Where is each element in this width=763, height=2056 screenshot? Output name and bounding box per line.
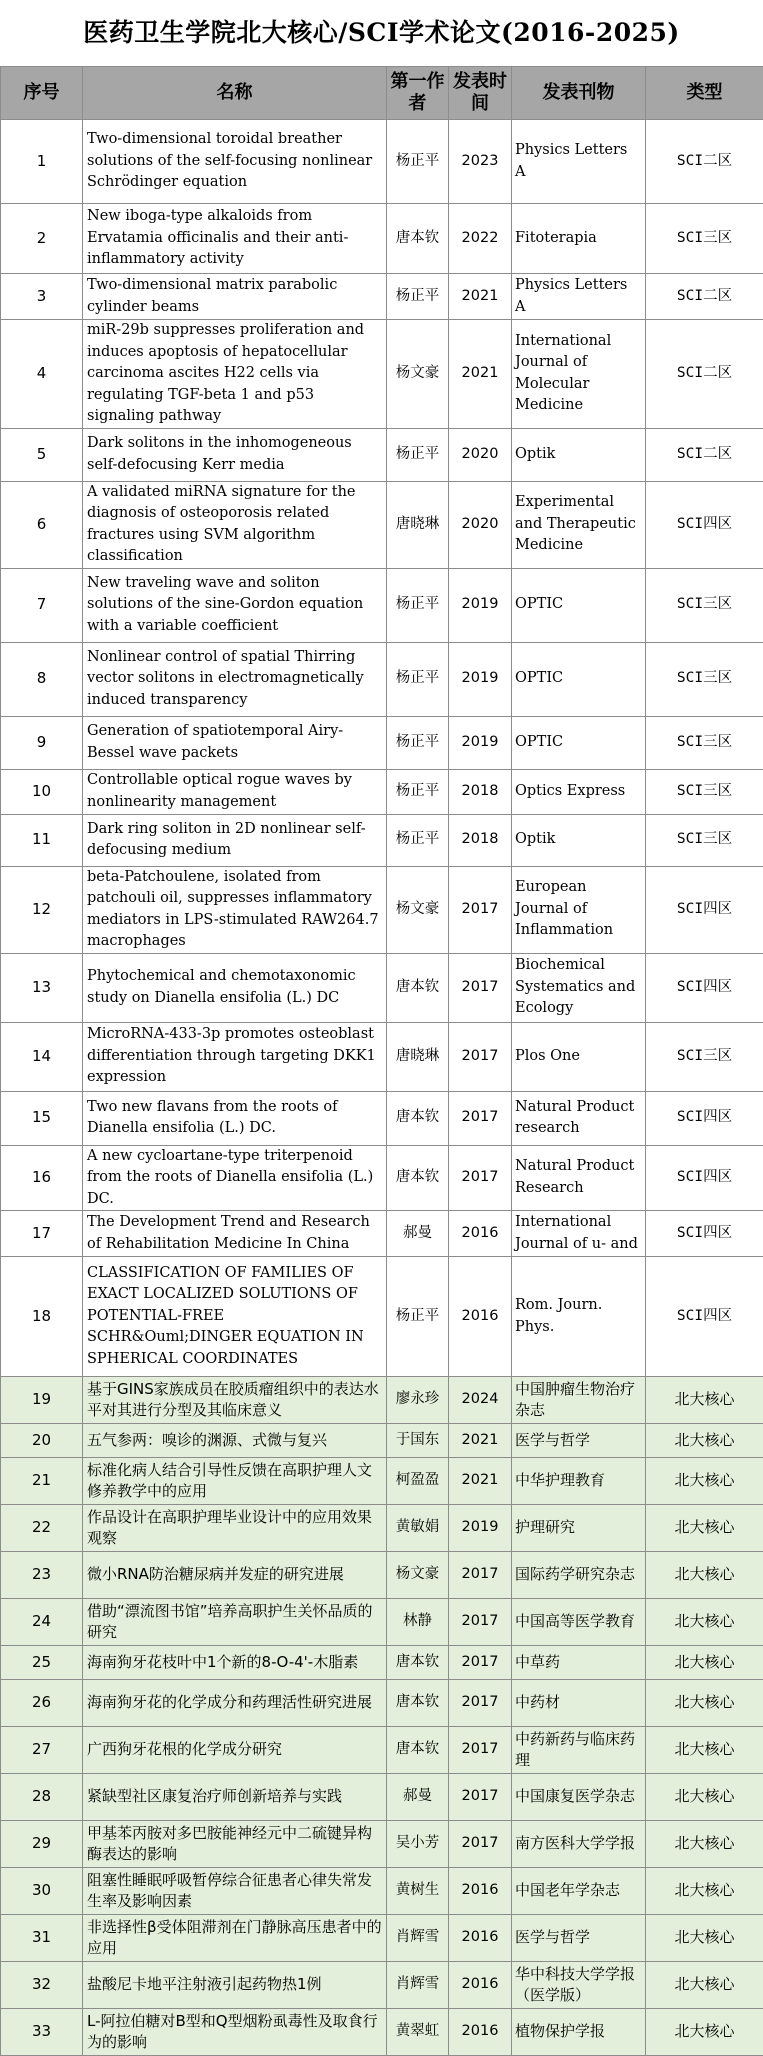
row-journal: Natural Product Research [512,1145,646,1211]
table-header-row [1,67,763,120]
row-author: 唐本钦 [387,1646,449,1680]
row-seq: 22 [1,1505,83,1552]
row-title: 甲基苯丙胺对多巴胺能神经元中二硫键异构酶表达的影响 [83,1821,387,1868]
row-title: Controllable optical rogue waves by nonlinearity management [83,769,387,814]
row-author: 黄翠虹 [387,2009,449,2056]
row-title: The Development Trend and Research of Rehabilitation Medicine In China [83,1211,387,1257]
row-author: 杨正平 [387,120,449,204]
row-author: 柯盈盈 [387,1458,449,1505]
row-type: SCI二区 [646,274,763,320]
row-type: 北大核心 [646,1458,763,1505]
row-year: 2017 [449,953,512,1022]
table-row [1,2009,763,2056]
row-author: 唐本钦 [387,1145,449,1211]
row-type: 北大核心 [646,1915,763,1962]
row-year: 2018 [449,769,512,814]
table-row [1,1257,763,1377]
row-year: 2017 [449,1821,512,1868]
row-year: 2024 [449,1377,512,1424]
row-title: Generation of spatiotemporal Airy-Bessel wave packets [83,716,387,769]
row-year: 2016 [449,1257,512,1377]
row-seq: 21 [1,1458,83,1505]
row-author: 肖辉雪 [387,1915,449,1962]
row-seq: 23 [1,1552,83,1599]
row-type: SCI三区 [646,642,763,716]
row-title: Nonlinear control of spatial Thirring vector solitons in electromagnetically induced transparency [83,642,387,716]
row-year: 2017 [449,1091,512,1145]
table-row [1,1821,763,1868]
row-author: 唐本钦 [387,953,449,1022]
row-year: 2017 [449,1727,512,1774]
row-seq: 28 [1,1774,83,1821]
row-title: 盐酸尼卡地平注射液引起药物热1例 [83,1962,387,2009]
row-year: 2016 [449,2009,512,2056]
row-year: 2016 [449,1962,512,2009]
row-year: 2017 [449,866,512,953]
table-row [1,1868,763,1915]
row-author: 杨文豪 [387,866,449,953]
row-year: 2020 [449,481,512,568]
row-year: 2019 [449,1505,512,1552]
table-row [1,1552,763,1599]
row-journal: Fitoterapia [512,204,646,274]
row-seq: 24 [1,1599,83,1646]
row-author: 杨正平 [387,716,449,769]
row-author: 黄敏娟 [387,1505,449,1552]
row-year: 2017 [449,1145,512,1211]
row-title: 非选择性β受体阻滞剂在门静脉高压患者中的应用 [83,1915,387,1962]
row-title: New iboga-type alkaloids from Ervatamia officinalis and their anti-inflammatory activity [83,204,387,274]
table-body [1,120,763,2056]
table-row [1,953,763,1022]
row-journal: Rom. Journ. Phys. [512,1257,646,1377]
row-author: 唐本钦 [387,1680,449,1727]
row-seq: 8 [1,642,83,716]
header-author: 第一作者 [387,67,449,120]
table-row [1,1211,763,1257]
row-journal: 中国高等医学教育 [512,1599,646,1646]
row-author: 廖永珍 [387,1377,449,1424]
row-title: New traveling wave and soliton solutions of the sine-Gordon equation with a variable coefficient [83,568,387,642]
table-row [1,1377,763,1424]
row-type: 北大核心 [646,1505,763,1552]
table-row [1,1599,763,1646]
row-title: 作品设计在高职护理毕业设计中的应用效果观察 [83,1505,387,1552]
row-type: 北大核心 [646,1377,763,1424]
row-title: Two-dimensional toroidal breather solutions of the self-focusing nonlinear Schrödinger equation [83,120,387,204]
row-author: 杨正平 [387,769,449,814]
row-title: CLASSIFICATION OF FAMILIES OF EXACT LOCALIZED SOLUTIONS OF POTENTIAL-FREE SCHR&Ouml;DINGER EQUATION IN SPHERICAL COORDINATES [83,1257,387,1377]
row-type: SCI三区 [646,814,763,866]
row-title: miR-29b suppresses proliferation and induces apoptosis of hepatocellular carcinoma ascites H22 cells via regulating TGF-beta 1 and p53 signaling pathway [83,320,387,429]
table-row [1,1680,763,1727]
row-author: 杨正平 [387,274,449,320]
row-year: 2021 [449,1458,512,1505]
table-row [1,1505,763,1552]
row-type: 北大核心 [646,2009,763,2056]
table-row [1,1727,763,1774]
row-type: SCI三区 [646,204,763,274]
row-journal: 医学与哲学 [512,1424,646,1458]
row-type: SCI三区 [646,769,763,814]
row-type: SCI二区 [646,120,763,204]
row-title: 微小RNA防治糖尿病并发症的研究进展 [83,1552,387,1599]
table-row [1,274,763,320]
row-year: 2023 [449,120,512,204]
row-seq: 1 [1,120,83,204]
row-type: SCI三区 [646,1022,763,1091]
row-year: 2019 [449,642,512,716]
row-type: 北大核心 [646,1552,763,1599]
row-seq: 26 [1,1680,83,1727]
row-year: 2017 [449,1774,512,1821]
row-year: 2016 [449,1211,512,1257]
row-journal: Plos One [512,1022,646,1091]
table-row [1,1646,763,1680]
table-row [1,320,763,429]
row-type: 北大核心 [646,1962,763,2009]
row-seq: 3 [1,274,83,320]
row-journal: 中药材 [512,1680,646,1727]
row-author: 黄树生 [387,1868,449,1915]
row-author: 杨正平 [387,814,449,866]
row-title: Two new flavans from the roots of Dianella ensifolia (L.) DC. [83,1091,387,1145]
row-author: 杨正平 [387,642,449,716]
row-journal: Physics Letters A [512,274,646,320]
row-title: L-阿拉伯糖对B型和Q型烟粉虱毒性及取食行为的影响 [83,2009,387,2056]
row-year: 2020 [449,428,512,481]
row-type: SCI四区 [646,1257,763,1377]
row-journal: Physics Letters A [512,120,646,204]
row-type: SCI四区 [646,866,763,953]
row-seq: 18 [1,1257,83,1377]
row-seq: 19 [1,1377,83,1424]
table-row [1,1774,763,1821]
row-year: 2019 [449,568,512,642]
row-author: 吴小芳 [387,1821,449,1868]
row-journal: OPTIC [512,716,646,769]
row-author: 唐晓琳 [387,481,449,568]
row-author: 杨文豪 [387,1552,449,1599]
row-author: 林静 [387,1599,449,1646]
row-author: 杨文豪 [387,320,449,429]
row-year: 2017 [449,1552,512,1599]
header-name: 名称 [83,67,387,120]
row-type: SCI四区 [646,481,763,568]
table-row [1,428,763,481]
row-author: 郝曼 [387,1211,449,1257]
table-row [1,1145,763,1211]
row-type: SCI二区 [646,320,763,429]
row-title: beta-Patchoulene, isolated from patchouli oil, suppresses inflammatory mediators in LPS-stimulated RAW264.7 macrophages [83,866,387,953]
row-type: 北大核心 [646,1599,763,1646]
row-journal: 国际药学研究杂志 [512,1552,646,1599]
row-author: 唐本钦 [387,1091,449,1145]
table-row [1,568,763,642]
row-year: 2017 [449,1646,512,1680]
row-year: 2019 [449,716,512,769]
row-journal: 中国老年学杂志 [512,1868,646,1915]
row-author: 唐晓琳 [387,1022,449,1091]
row-seq: 31 [1,1915,83,1962]
row-journal: 中国肿瘤生物治疗杂志 [512,1377,646,1424]
row-seq: 29 [1,1821,83,1868]
table-row [1,1962,763,2009]
table-row [1,120,763,204]
row-type: 北大核心 [646,1680,763,1727]
row-seq: 16 [1,1145,83,1211]
row-seq: 27 [1,1727,83,1774]
row-title: MicroRNA-433-3p promotes osteoblast differentiation through targeting DKK1 expression [83,1022,387,1091]
row-journal: Natural Product research [512,1091,646,1145]
row-title: Phytochemical and chemotaxonomic study on Dianella ensifolia (L.) DC [83,953,387,1022]
row-seq: 12 [1,866,83,953]
row-seq: 9 [1,716,83,769]
row-title: 借助“漂流图书馆”培养高职护生关怀品质的研究 [83,1599,387,1646]
row-title: Two-dimensional matrix parabolic cylinder beams [83,274,387,320]
row-seq: 4 [1,320,83,429]
row-year: 2017 [449,1680,512,1727]
table-row [1,1915,763,1962]
row-author: 郝曼 [387,1774,449,1821]
header-journal: 发表刊物 [512,67,646,120]
row-author: 唐本钦 [387,1727,449,1774]
row-author: 杨正平 [387,568,449,642]
row-journal: Optik [512,428,646,481]
table-row [1,716,763,769]
page-title: 医药卫生学院北大核心/SCI学术论文(2016-2025) [0,0,763,66]
row-title: 五气参两：嗅诊的渊源、式微与复兴 [83,1424,387,1458]
row-type: 北大核心 [646,1424,763,1458]
table-row [1,1022,763,1091]
row-type: SCI三区 [646,568,763,642]
row-year: 2016 [449,1868,512,1915]
row-seq: 13 [1,953,83,1022]
row-journal: International Journal of Molecular Medicine [512,320,646,429]
row-journal: European Journal of Inflammation [512,866,646,953]
row-type: SCI四区 [646,1211,763,1257]
row-title: Dark solitons in the inhomogeneous self-defocusing Kerr media [83,428,387,481]
row-author: 杨正平 [387,428,449,481]
row-author: 于国东 [387,1424,449,1458]
row-title: 海南狗牙花枝叶中1个新的8-O-4'-木脂素 [83,1646,387,1680]
row-seq: 14 [1,1022,83,1091]
row-journal: 护理研究 [512,1505,646,1552]
row-journal: 中国康复医学杂志 [512,1774,646,1821]
row-author: 唐本钦 [387,204,449,274]
row-type: SCI四区 [646,953,763,1022]
row-title: 基于GINS家族成员在胶质瘤组织中的表达水平对其进行分型及其临床意义 [83,1377,387,1424]
row-type: 北大核心 [646,1774,763,1821]
table-row [1,642,763,716]
row-journal: 南方医科大学学报 [512,1821,646,1868]
row-title: Dark ring soliton in 2D nonlinear self-defocusing medium [83,814,387,866]
papers-table [0,66,763,2056]
header-seq: 序号 [1,67,83,120]
row-year: 2017 [449,1022,512,1091]
row-type: 北大核心 [646,1821,763,1868]
row-journal: OPTIC [512,568,646,642]
row-journal: Experimental and Therapeutic Medicine [512,481,646,568]
row-journal: 中草药 [512,1646,646,1680]
row-type: SCI三区 [646,716,763,769]
row-journal: 中药新药与临床药理 [512,1727,646,1774]
row-type: 北大核心 [646,1646,763,1680]
row-journal: Biochemical Systematics and Ecology [512,953,646,1022]
table-row [1,866,763,953]
row-title: A validated miRNA signature for the diagnosis of osteoporosis related fractures using SVM algorithm classification [83,481,387,568]
row-journal: 植物保护学报 [512,2009,646,2056]
row-seq: 30 [1,1868,83,1915]
header-type: 类型 [646,67,763,120]
row-journal: Optics Express [512,769,646,814]
row-type: SCI四区 [646,1091,763,1145]
row-seq: 15 [1,1091,83,1145]
table-row [1,814,763,866]
row-seq: 6 [1,481,83,568]
row-year: 2017 [449,1599,512,1646]
table-row [1,1091,763,1145]
table-row [1,769,763,814]
row-seq: 20 [1,1424,83,1458]
row-year: 2021 [449,1424,512,1458]
row-seq: 10 [1,769,83,814]
row-journal: International Journal of u- and [512,1211,646,1257]
row-type: SCI二区 [646,428,763,481]
row-seq: 17 [1,1211,83,1257]
row-title: 标准化病人结合引导性反馈在高职护理人文修养教学中的应用 [83,1458,387,1505]
row-seq: 5 [1,428,83,481]
table-row [1,1458,763,1505]
row-seq: 2 [1,204,83,274]
row-journal: 中华护理教育 [512,1458,646,1505]
row-type: 北大核心 [646,1868,763,1915]
row-title: 紧缺型社区康复治疗师创新培养与实践 [83,1774,387,1821]
row-year: 2016 [449,1915,512,1962]
table-row [1,1424,763,1458]
table-row [1,481,763,568]
row-year: 2018 [449,814,512,866]
row-seq: 25 [1,1646,83,1680]
row-year: 2021 [449,320,512,429]
row-title: A new cycloartane-type triterpenoid from the roots of Dianella ensifolia (L.) DC. [83,1145,387,1211]
row-author: 杨正平 [387,1257,449,1377]
table-row [1,204,763,274]
row-title: 海南狗牙花的化学成分和药理活性研究进展 [83,1680,387,1727]
row-journal: OPTIC [512,642,646,716]
row-seq: 32 [1,1962,83,2009]
row-seq: 11 [1,814,83,866]
row-seq: 7 [1,568,83,642]
header-time: 发表时间 [449,67,512,120]
row-title: 广西狗牙花根的化学成分研究 [83,1727,387,1774]
row-title: 阻塞性睡眠呼吸暂停综合征患者心律失常发生率及影响因素 [83,1868,387,1915]
row-author: 肖辉雪 [387,1962,449,2009]
row-year: 2022 [449,204,512,274]
row-year: 2021 [449,274,512,320]
row-journal: Optik [512,814,646,866]
row-journal: 华中科技大学学报（医学版） [512,1962,646,2009]
row-journal: 医学与哲学 [512,1915,646,1962]
row-type: SCI四区 [646,1145,763,1211]
row-type: 北大核心 [646,1727,763,1774]
row-seq: 33 [1,2009,83,2056]
